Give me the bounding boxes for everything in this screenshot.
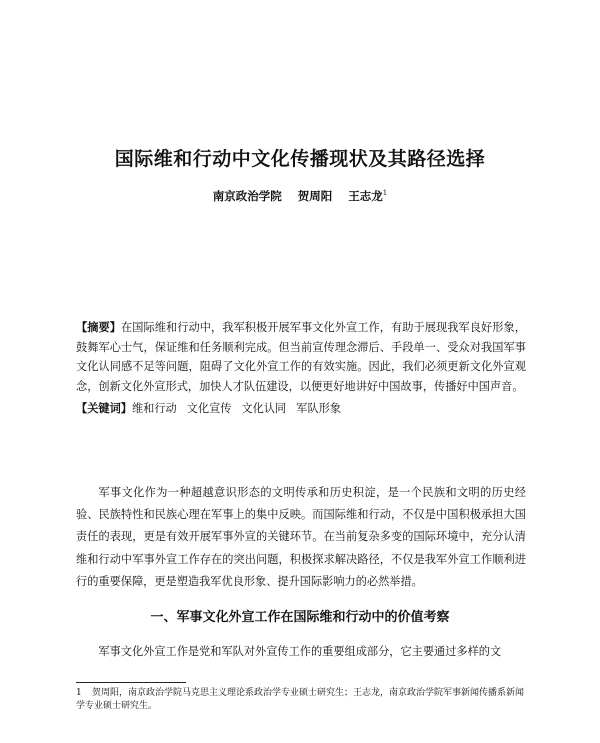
abstract-text: 在国际维和行动中，我军积极开展军事文化外宣工作，有助于展现我军良好形象，鼓舞军心士气，保证维和任务顺利完成。但当前宣传理念滞后、手段单一、受众对我国军事文化认同感不足等问题，阻碍了文化外宣工作的有效实施。因此，我们必须更新文化外宣观念，创新文化外宣形式，加快人才队伍建设，以便更好地讲好中国故事，传播好中国声音。 — [76, 321, 526, 393]
author-affiliation: 南京政治学院 — [212, 189, 282, 203]
author-name-2 — [348, 189, 387, 203]
intro-paragraph: 军事文化作为一种超越意识形态的文明传承和历史积淀，是一个民族和文明的历史经验、民族特性和民族心理在军事上的集中反映。而国际维和行动，不仅是中国积极承担大国责任的表现，更是有效开展军事外宣的关键环节。在当前复杂多变的国际环境中，充分认清维和行动中军事外宣工作存在的突出问题，积极探求解决路径，不仅是我军外宣工作顺利进行的重要保障，更是塑造我军优良形象、提升国际影响力的必然举措。 — [76, 486, 526, 588]
author-line — [0, 188, 600, 204]
footnote-divider — [76, 682, 186, 683]
footnote-text: 贺周阳，南京政治学院马克思主义理论系政治学专业硕士研究生；王志龙，南京政治学院军事新闻传播系新闻学专业硕士研究生。 — [76, 688, 525, 711]
abstract-label: 【摘要】 — [76, 320, 122, 334]
abstract-block — [76, 318, 526, 396]
footnote-marker: 1 — [76, 688, 82, 698]
keyword-item: 文化宣传 — [186, 402, 232, 415]
keywords-label: 【关键词】 — [76, 401, 132, 415]
keyword-item: 维和行动 — [131, 402, 177, 415]
section-heading: 一、军事文化外宣工作在国际维和行动中的价值考察 — [150, 610, 450, 625]
paper-title: 国际维和行动中文化传播现状及其路径选择 — [114, 148, 486, 170]
footnote — [76, 687, 526, 713]
author-name-1: 贺周阳 — [297, 189, 333, 203]
author-name-2-text: 王志龙 — [348, 189, 383, 203]
keyword-item: 军队形象 — [296, 402, 342, 415]
keywords-block — [76, 399, 526, 419]
keyword-item: 文化认同 — [241, 402, 287, 415]
section-paragraph: 军事文化外宣工作是党和军队对外宣传工作的重要组成部分，它主要通过多样的文 — [98, 645, 502, 658]
author-footnote-marker: 1 — [382, 189, 388, 198]
